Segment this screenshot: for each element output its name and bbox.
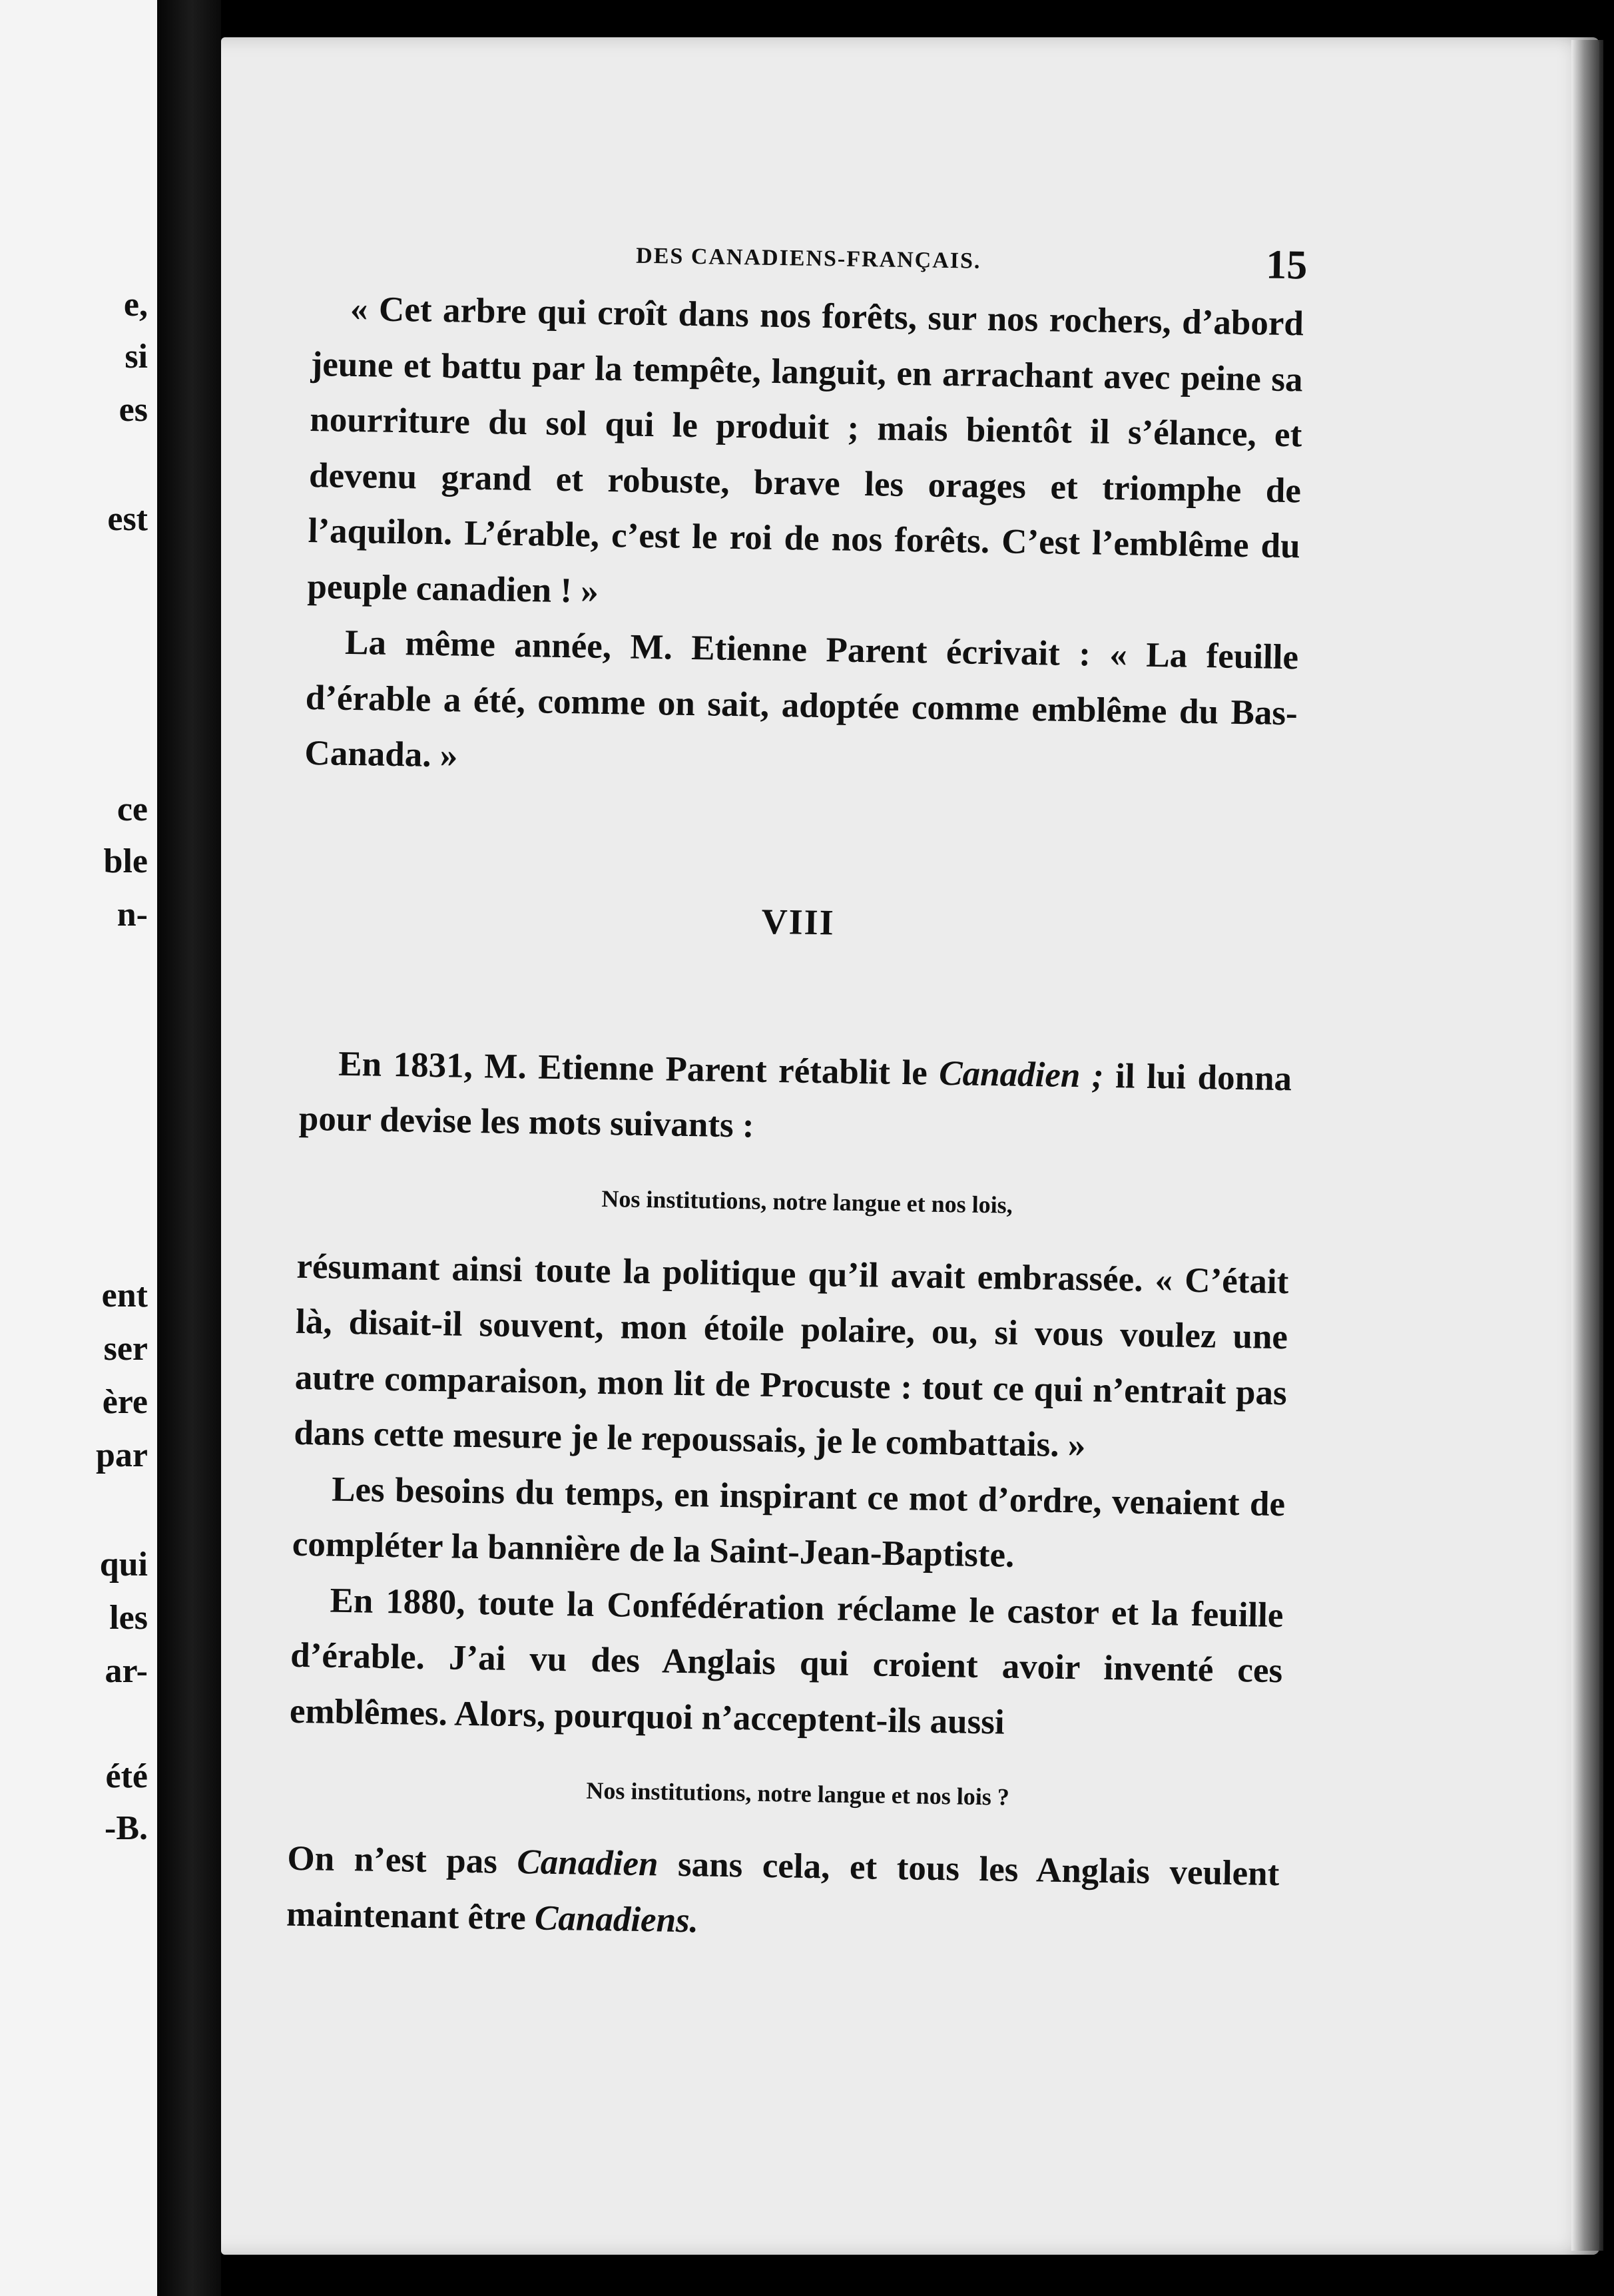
facing-page-left: [0, 0, 157, 2296]
left-page-fragment: ser: [103, 1330, 148, 1368]
text-run: sans cela, et tous les Anglais veulent maintenant être: [286, 1845, 1280, 1938]
page-text-block: [286, 226, 1308, 1958]
page-edge-shadow: [1571, 40, 1603, 2251]
paragraph-1880: En 1880, toute la Confédération réclame le castor et la feuille d’érable. J’ai vu des Anglais qui croient avoir inventé ces emblêmes. Alors, pourquoi n’acceptent-ils aussi: [289, 1581, 1284, 1742]
paragraph-1831: [298, 1035, 1292, 1162]
left-page-fragment: es: [119, 391, 148, 429]
left-page-fragment: e,: [123, 286, 148, 324]
italic-text: Canadien: [517, 1843, 659, 1884]
motto-quote: Nos institutions, notre langue et nos lois,: [601, 1185, 1013, 1219]
left-page-fragment: par: [96, 1436, 148, 1474]
text-run: En 1831, M. Etienne Parent rétablit le: [338, 1044, 940, 1093]
left-page-fragment: les: [109, 1599, 148, 1637]
paragraph-parent-quote: La même année, M. Etienne Parent écrivait : « La feuille d’érable a été, comme on sait, adoptée comme emblême du Bas-Canada. »: [304, 623, 1299, 775]
left-page-fragment: ère: [102, 1383, 148, 1421]
left-page-fragment: n-: [117, 896, 148, 934]
motto-question: Nos institutions, notre langue et nos lois ?: [586, 1777, 1010, 1811]
italic-text: Canadiens.: [534, 1898, 699, 1940]
section-heading: VIII: [761, 901, 836, 942]
text-run: On n’est pas: [287, 1839, 517, 1882]
left-page-fragment: qui: [99, 1546, 148, 1583]
text-run: il lui donna pour devise les mots suivants :: [298, 1056, 1292, 1145]
italic-text: Canadien ;: [938, 1053, 1105, 1095]
left-page-fragment: ble: [103, 842, 148, 880]
left-page-fragment: ar-: [105, 1652, 148, 1690]
paragraph-resumant: résumant ainsi toute la politique qu’il avait embrassée. « C’était là, disait-il souvent, mon étoile polaire, ou, si vous voulez une autre comparaison, mon lit de Procuste : tout ce qui n’entrait pas dans cette mesure je le repoussais, je le combattais. »: [294, 1247, 1289, 1465]
left-page-fragment: été: [105, 1757, 148, 1795]
left-page-fragment: -B.: [105, 1809, 148, 1847]
running-title: DES CANADIENS-FRANÇAIS.: [635, 243, 981, 274]
page-number: 15: [1265, 242, 1308, 288]
paragraph-closing: [286, 1831, 1280, 1958]
left-page-fragment: est: [107, 500, 148, 538]
paragraph-quote-erable: « Cet arbre qui croît dans nos forêts, sur nos rochers, d’abord jeune et battu par la tempête, languit, en arrachant avec peine sa nourriture du sol qui le produit ; mais bientôt il s’élance, et devenu grand et robuste, brave les orages et triomphe de l’aquilon. L’érable, c’est le roi de nos forêts. C’est l’emblême du peuple canadien ! »: [307, 289, 1304, 611]
left-page-fragment: ce: [117, 790, 148, 828]
left-page-fragment: si: [125, 338, 148, 376]
left-page-fragment: ent: [101, 1277, 148, 1314]
paragraph-besoins: Les besoins du temps, en inspirant ce mot d’ordre, venaient de compléter la bannière de la Saint-Jean-Baptiste.: [292, 1470, 1286, 1575]
book-gutter: [157, 0, 221, 2296]
